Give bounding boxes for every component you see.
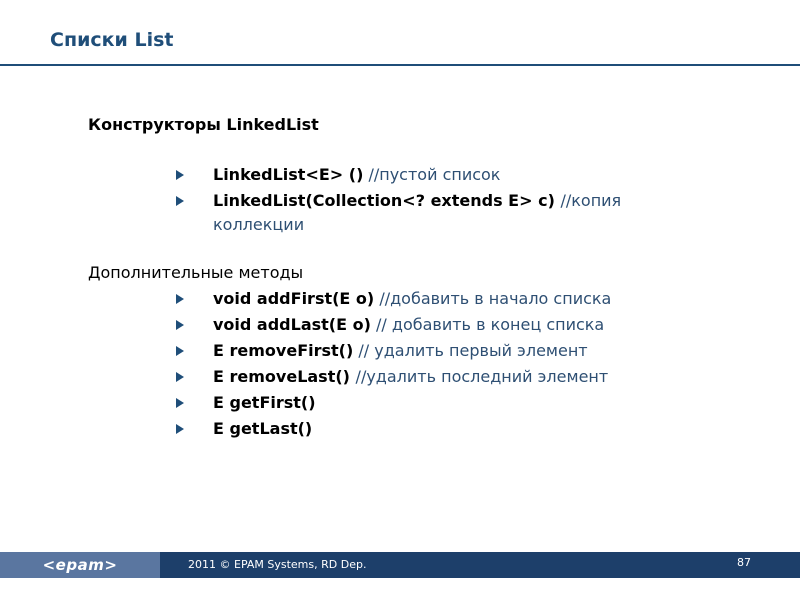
item-code: E getLast() bbox=[213, 419, 313, 438]
epam-logo: <epam> bbox=[0, 552, 160, 578]
list-item bbox=[174, 189, 694, 237]
footer-copyright: 2011 © EPAM Systems, RD Dep. bbox=[188, 558, 367, 571]
constructors-list bbox=[174, 163, 694, 239]
list-item bbox=[174, 313, 694, 337]
methods-heading: Дополнительные методы bbox=[88, 263, 304, 282]
item-comment: //пустой список bbox=[363, 165, 501, 184]
list-item bbox=[174, 339, 694, 363]
slide-title: Списки List bbox=[50, 29, 174, 51]
bullet-icon bbox=[176, 346, 184, 356]
item-code: LinkedList<E> () bbox=[213, 165, 364, 184]
list-item bbox=[174, 287, 694, 311]
bullet-icon bbox=[176, 372, 184, 382]
bullet-icon bbox=[176, 320, 184, 330]
bullet-icon bbox=[176, 424, 184, 434]
list-item bbox=[174, 163, 694, 187]
item-comment: // удалить первый элемент bbox=[353, 341, 588, 360]
item-comment: //добавить в начало списка bbox=[374, 289, 612, 308]
methods-list bbox=[174, 287, 694, 443]
constructors-heading: Конструкторы LinkedList bbox=[88, 115, 319, 134]
item-comment: //удалить последний элемент bbox=[355, 367, 609, 386]
page-number: 87 bbox=[737, 556, 751, 569]
footer-bar bbox=[0, 552, 800, 578]
item-code: E removeLast() bbox=[213, 367, 356, 386]
bullet-icon bbox=[176, 294, 184, 304]
list-item bbox=[174, 391, 694, 415]
list-item bbox=[174, 365, 694, 389]
item-code: E getFirst() bbox=[213, 393, 316, 412]
item-comment: // добавить в конец списка bbox=[370, 315, 605, 334]
item-code: E removeFirst() bbox=[213, 341, 354, 360]
item-code: LinkedList(Collection<? extends E> c) bbox=[213, 191, 561, 210]
item-code: void addFirst(E o) bbox=[213, 289, 375, 308]
item-comment: //копия коллекции bbox=[213, 191, 622, 234]
bullet-icon bbox=[176, 398, 184, 408]
bullet-icon bbox=[176, 196, 184, 206]
list-item bbox=[174, 417, 694, 441]
title-divider bbox=[0, 64, 800, 66]
item-code: void addLast(E o) bbox=[213, 315, 371, 334]
bullet-icon bbox=[176, 170, 184, 180]
